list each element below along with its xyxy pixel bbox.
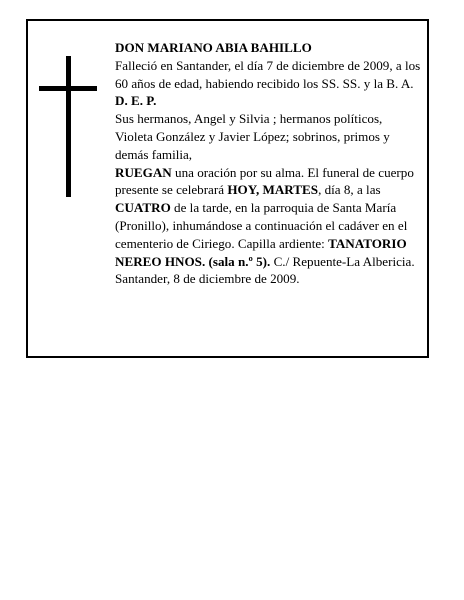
ruegan-text: RUEGAN — [115, 164, 172, 180]
funeral-location-text: de la tarde, en la parroquia de Santa María (Pronillo), inhumándose a continuación el cadáver en el cementerio de Ciriego. Capilla ardiente: — [115, 200, 408, 251]
family-list: Sus hermanos, Angel y Silvia ; hermanos políticos, Violeta González y Javier López; sobrinos, primos y demás familia, — [115, 111, 390, 162]
prayer-text: una oración por su alma. El funeral de cuerpo presente se celebrará — [115, 164, 414, 198]
closing-line: Santander, 8 de diciembre de 2009. — [115, 271, 300, 287]
cross-icon — [66, 56, 71, 197]
obituary-notice — [26, 19, 429, 358]
funeral-hour: CUATRO — [115, 200, 171, 216]
funeral-day: HOY, MARTES — [227, 182, 319, 198]
rip-line: D. E. P. — [115, 93, 157, 109]
funeral-home-address: C./ Repuente-La Albericia. — [270, 253, 415, 269]
deceased-name: DON MARIANO ABIA BAHILLO — [115, 40, 312, 55]
death-announcement: Falleció en Santander, el día 7 de diciembre de 2009, a los 60 años de edad, habiendo recibido los SS. SS. y la B. A. — [115, 57, 421, 91]
funeral-date-text: , día 8, a las — [318, 182, 381, 198]
cross-icon-crossbar — [39, 86, 97, 91]
obituary-text — [115, 39, 423, 288]
funeral-details — [115, 164, 423, 271]
funeral-home: TANATORIO NEREO HNOS. (sala n.º 5). — [115, 235, 407, 269]
